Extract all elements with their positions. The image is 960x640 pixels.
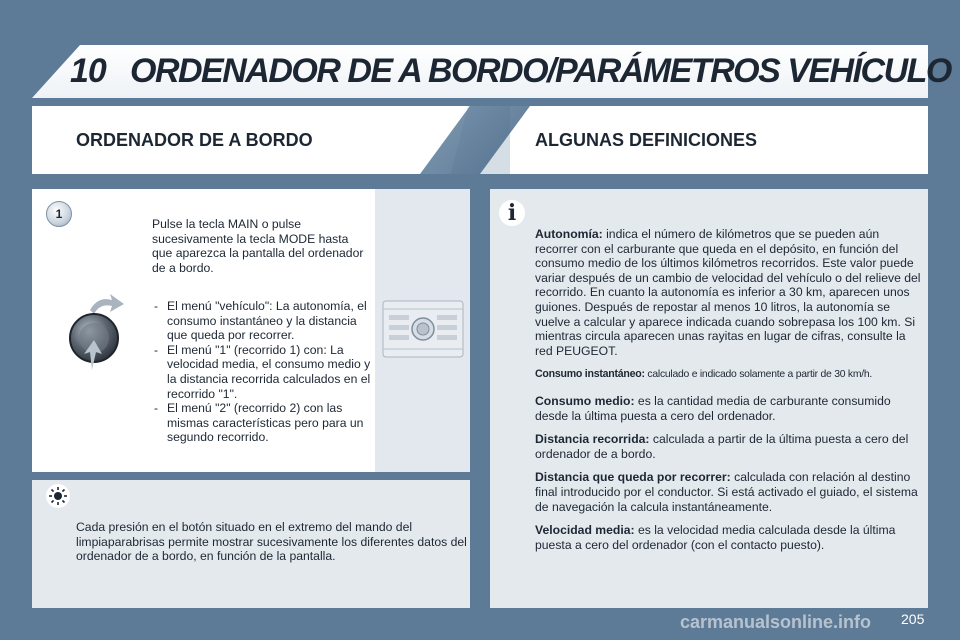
info-icon: i xyxy=(499,200,525,226)
list-dash: - xyxy=(154,401,159,416)
page-title: ORDENADOR DE A BORDO/PARÁMETROS VEHÍCULO xyxy=(130,52,951,90)
definition-consumo-instantaneo xyxy=(535,367,923,383)
tip-badge xyxy=(46,484,70,508)
definition-distancia-que-queda xyxy=(535,470,923,514)
control-panel-illustration xyxy=(375,189,470,472)
tip-text: Cada presión en el botón situado en el extremo del mando del limpiaparabrisas permite mostrar sucesivamente los diferentes datos del ordenador de a bordo, en función de la pantalla. xyxy=(76,520,467,564)
list-item xyxy=(148,299,373,343)
definition-term: Consumo medio: xyxy=(535,393,635,408)
definition-text: es la velocidad media calculada desde la última puesta a cero del ordenador (con el contacto puesto). xyxy=(535,523,896,552)
definition-velocidad-media xyxy=(535,523,923,552)
list-dash: - xyxy=(154,342,159,357)
definition-term: Velocidad media: xyxy=(535,523,635,538)
definition-term: Distancia recorrida: xyxy=(535,432,650,447)
list-item xyxy=(148,343,373,401)
page-number: 205 xyxy=(901,611,925,627)
chapter-number: 10 xyxy=(70,52,106,90)
definition-text: indica el número de kilómetros que se pueden aún recorrer con el carburante que queda en el depósito, en función del consumo medio de los últimos kilómetros recorridos. Este valor puede variar después de un cambio de velocidad del vehículo o del relieve del recorrido. En cuanto la autonomía es inferior a 30 km, aparecen unos guiones. Después de repostar al menos 10 litros, la autonomía se vuelve a calcular y aparece indicada cuando sobrepasa los 100 km. Si mientras circula aparecen unas rayitas en lugar de cifras, consulte la red PEUGEOT. xyxy=(535,227,921,358)
definition-term: Distancia que queda por recorrer: xyxy=(535,470,731,485)
watermark: carmanualsonline.info xyxy=(680,612,872,632)
section-heading-left: ORDENADOR DE A BORDO xyxy=(76,130,313,150)
list-item-text: El menú "1" (recorrido 1) con: La velocidad media, el consumo medio y la distancia recorrida calculados en el recorrido "1". xyxy=(167,342,371,401)
list-item-text: El menú "vehículo": La autonomía, el consumo instantáneo y la distancia que queda por recorrer. xyxy=(167,299,367,343)
definition-text: calculada a partir de la última puesta a cero del ordenador de a bordo. xyxy=(535,432,909,461)
definition-distancia-recorrida xyxy=(535,432,923,461)
definition-autonomia xyxy=(535,227,923,358)
definition-text: es la cantidad media de carburante consumido desde la última puesta a cero del ordenador. xyxy=(535,393,891,423)
definition-term: Autonomía: xyxy=(535,227,603,241)
definition-text: calculada con relación al destino final introducido por el conductor. Si está activado el guiado, el sistema de navegación la calcula instantáneamente. xyxy=(535,470,918,514)
definition-text: calculado e indicado solamente a partir de 30 km/h. xyxy=(644,369,873,381)
definition-consumo-medio xyxy=(535,394,923,423)
step-intro-text: Pulse la tecla MAIN o pulse sucesivamente la tecla MODE hasta que aparezca la pantalla del ordenador de a bordo. xyxy=(152,217,364,275)
step-number-badge: 1 xyxy=(46,201,72,227)
radio-control-icon xyxy=(375,189,470,472)
sun-icon xyxy=(46,484,70,508)
definitions-list xyxy=(535,227,923,561)
list-item-text: El menú "2" (recorrido 2) con las mismas características pero para un segundo recorrido. xyxy=(167,401,364,445)
list-dash: - xyxy=(154,299,159,313)
section-heading-right: ALGUNAS DEFINICIONES xyxy=(535,130,758,150)
list-item xyxy=(148,401,373,445)
rotary-knob-icon xyxy=(62,292,130,372)
definition-term: Consumo instantáneo: xyxy=(535,368,645,381)
menu-list xyxy=(148,299,373,445)
